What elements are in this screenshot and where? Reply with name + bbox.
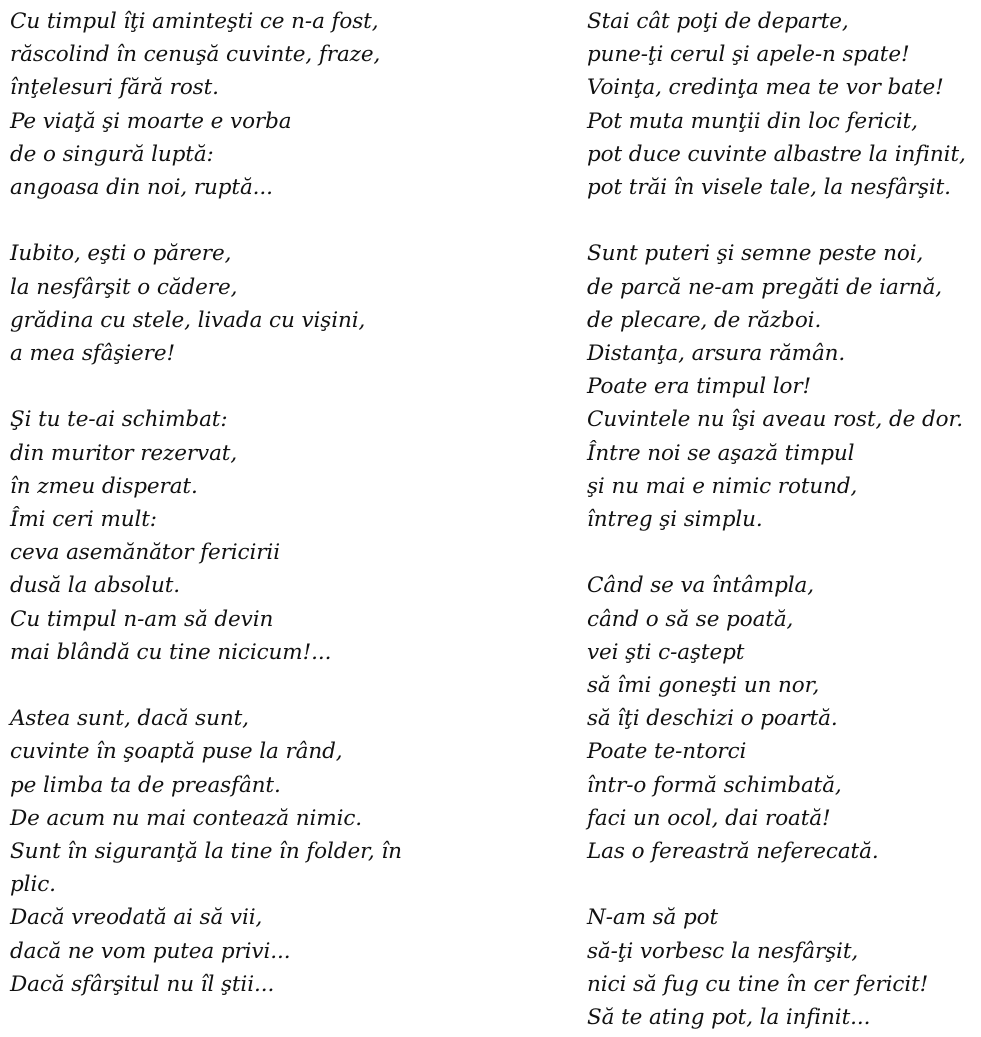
- poem-line: Sunt în siguranţă la tine în folder, în plic.: [10, 839, 402, 898]
- poem-line: Cuvintele nu îşi aveau rost, de dor.: [587, 407, 964, 433]
- poem-column-right: [587, 5, 979, 1034]
- poem-line: faci un ocol, dai roată!: [587, 805, 831, 831]
- stanza-4: [10, 702, 430, 1001]
- stanza-3: [10, 403, 430, 669]
- poem-line: Cu timpul n-am să devin: [10, 606, 274, 632]
- poem-line: nici să fug cu tine în cer fericit!: [587, 971, 929, 997]
- poem-line: răscolind în cenuşă cuvinte, fraze,: [10, 42, 381, 68]
- poem-line: Las o fereastră neferecată.: [587, 839, 879, 865]
- poem-line: Pe viaţă şi moarte e vorba: [10, 108, 292, 134]
- poem-line: în zmeu disperat.: [10, 473, 198, 499]
- poem-line: Dacă sfârşitul nu îl ştii...: [10, 971, 275, 997]
- poem-line: pe limba ta de preasfânt.: [10, 772, 281, 798]
- poem-line: a mea sfâşiere!: [10, 341, 175, 367]
- poem-line: într-o formă schimbată,: [587, 772, 842, 798]
- poem-line: Cu timpul îţi aminteşti ce n-a fost,: [10, 9, 379, 34]
- poem-line: Pot muta munţii din loc fericit,: [587, 108, 918, 134]
- poem-line: Îmi ceri mult:: [10, 507, 157, 533]
- poem-line: când o să se poată,: [587, 606, 794, 632]
- poem-line: pune-ţi cerul şi apele-n spate!: [587, 42, 910, 68]
- poem-line: Astea sunt, dacă sunt,: [10, 706, 249, 732]
- poem-line: de parcă ne-am pregăti de iarnă,: [587, 274, 943, 300]
- poem-line: şi nu mai e nimic rotund,: [587, 473, 858, 499]
- poem-line: dacă ne vom putea privi...: [10, 938, 291, 964]
- poem-line: Poate te-ntorci: [587, 739, 747, 765]
- poem-line: Dacă vreodată ai să vii,: [10, 905, 263, 931]
- poem-line: angoasa din noi, ruptă...: [10, 175, 273, 201]
- poem-line: să îmi goneşti un nor,: [587, 673, 820, 699]
- stanza-1: [10, 5, 430, 204]
- poem-line: De acum nu mai contează nimic.: [10, 805, 363, 831]
- stanza-2: [10, 237, 430, 370]
- poem-line: ceva asemănător fericirii: [10, 540, 280, 566]
- poem-line: mai blândă cu tine nicicum!...: [10, 639, 332, 665]
- poem-line: să-ţi vorbesc la nesfârşit,: [587, 938, 859, 964]
- poem-line: Poate era timpul lor!: [587, 374, 812, 400]
- poem-line: Stai cât poţi de departe,: [587, 9, 849, 34]
- poem-line: întreg şi simplu.: [587, 507, 763, 533]
- poem-line: Când se va întâmpla,: [587, 573, 814, 599]
- stanza-5: [587, 5, 979, 204]
- poem-line: la nesfârşit o cădere,: [10, 274, 238, 300]
- poem-line: din muritor rezervat,: [10, 440, 238, 466]
- poem-line: să îţi deschizi o poartă.: [587, 706, 838, 732]
- poem-line: de o singură luptă:: [10, 141, 214, 167]
- poem-line: Între noi se aşază timpul: [587, 440, 855, 466]
- poem-line: cuvinte în şoaptă puse la rând,: [10, 739, 343, 765]
- poem-line: Voinţa, credinţa mea te vor bate!: [587, 75, 944, 101]
- poem-line: Sunt puteri şi semne peste noi,: [587, 241, 924, 267]
- poem-line: pot duce cuvinte albastre la infinit,: [587, 141, 966, 167]
- stanza-8: [587, 901, 979, 1034]
- poem-line: înţelesuri fără rost.: [10, 75, 219, 101]
- poem-line: de plecare, de război.: [587, 307, 822, 333]
- stanza-6: [587, 237, 979, 536]
- poem-line: Să te ating pot, la infinit...: [587, 1005, 871, 1031]
- poem-line: N-am să pot: [587, 905, 719, 931]
- stanza-7: [587, 569, 979, 868]
- poem-line: Şi tu te-ai schimbat:: [10, 407, 228, 433]
- poem-line: grădina cu stele, livada cu vişini,: [10, 307, 366, 333]
- poem-line: vei şti c-aştept: [587, 639, 745, 665]
- poem-line: Iubito, eşti o părere,: [10, 241, 232, 267]
- poem-line: pot trăi în visele tale, la nesfârşit.: [587, 175, 951, 201]
- poem-column-left: [10, 5, 430, 1001]
- poem-line: Distanţa, arsura rămân.: [587, 341, 846, 367]
- poem-line: dusă la absolut.: [10, 573, 180, 599]
